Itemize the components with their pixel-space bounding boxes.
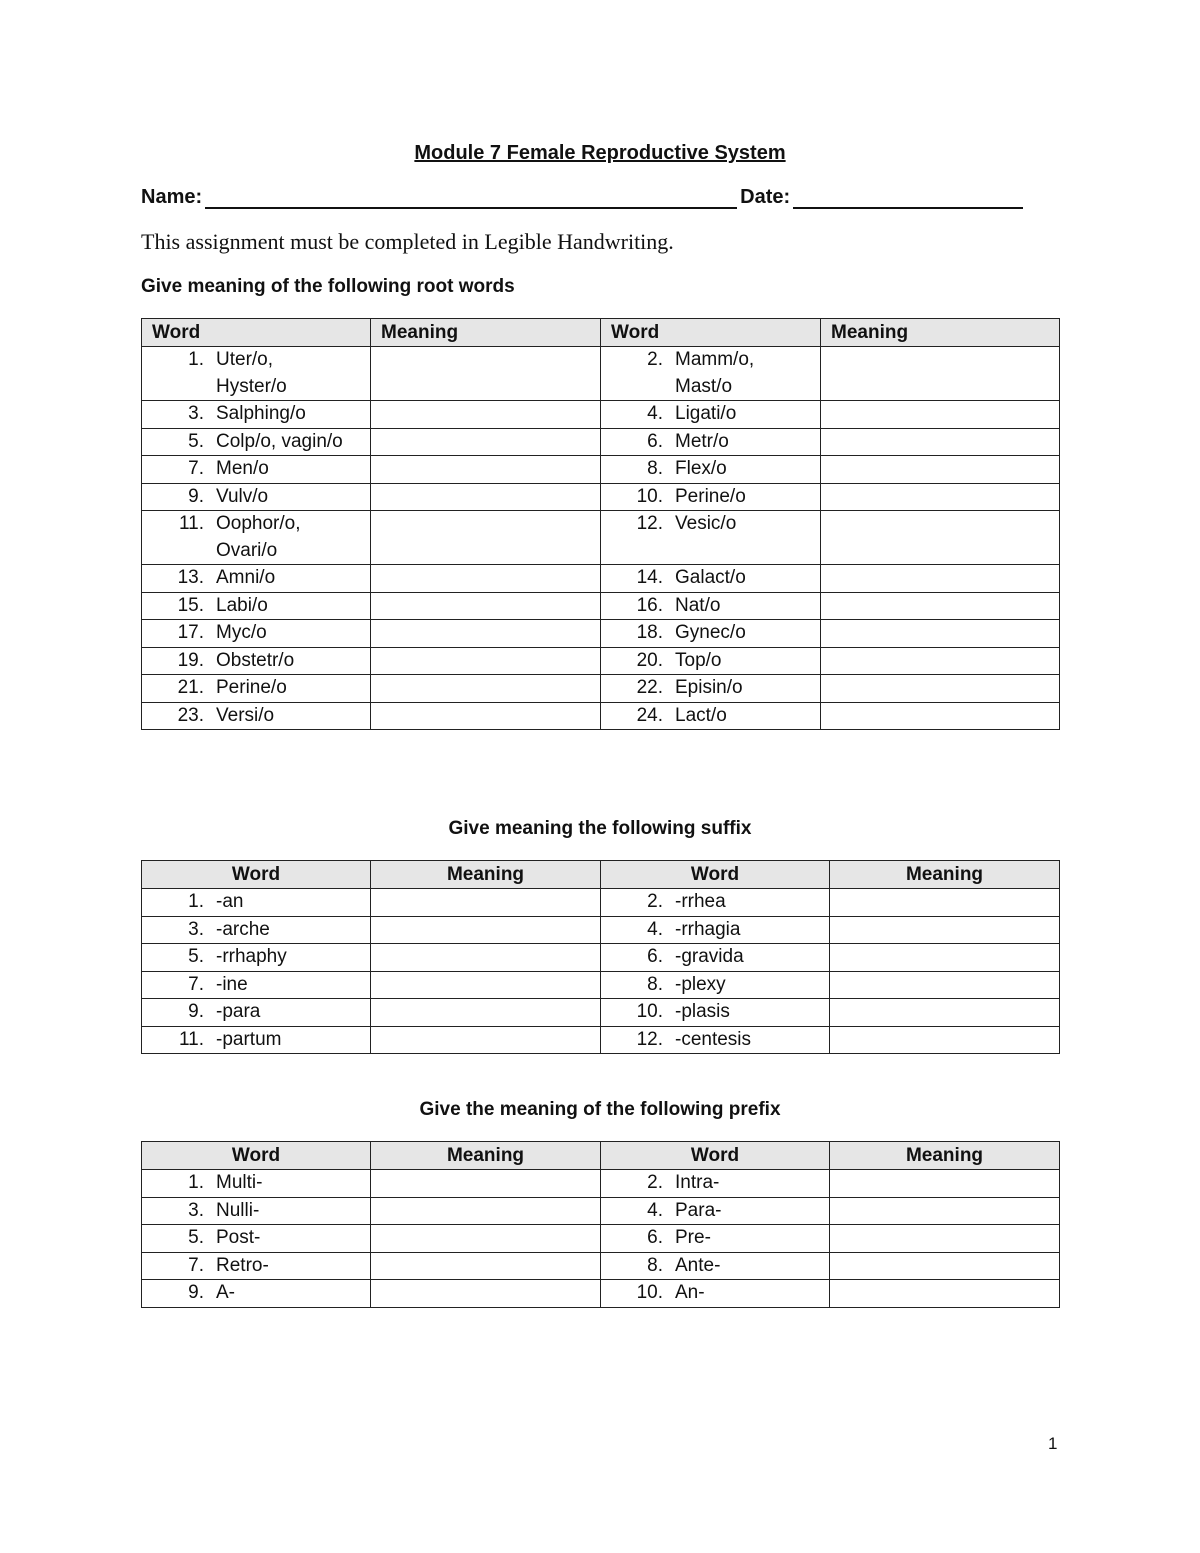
word-cell: [601, 592, 821, 620]
table-row: [142, 428, 1060, 456]
word-text: [216, 347, 287, 400]
table-row: [142, 401, 1060, 429]
item-number: 21.: [177, 677, 204, 698]
word-line: Lact/o: [675, 704, 727, 726]
meaning-cell[interactable]: [830, 889, 1060, 917]
name-blank: [205, 189, 737, 209]
word-line: Ovari/o: [216, 539, 278, 561]
item-number: 10.: [636, 1001, 663, 1022]
word-cell: [601, 1026, 830, 1054]
word-text: [675, 999, 730, 1026]
word-text: [216, 703, 274, 730]
roots-table: [141, 318, 1060, 730]
item-number: 11.: [178, 513, 204, 534]
word-cell: [601, 401, 821, 429]
word-cell: [601, 1225, 830, 1253]
table-row: [142, 675, 1060, 703]
word-line: Perine/o: [675, 485, 746, 507]
meaning-cell[interactable]: [371, 347, 601, 401]
word-line: Top/o: [675, 649, 722, 671]
table-header-row: [142, 1142, 1060, 1170]
word-text: [216, 999, 260, 1026]
prefix-heading: Give the meaning of the following prefix: [419, 1099, 781, 1120]
item-number: 4.: [647, 1199, 663, 1221]
prefix-table: [141, 1141, 1060, 1308]
word-cell: [601, 456, 821, 484]
word-line: Colp/o, vagin/o: [216, 430, 343, 452]
item-number: 9.: [188, 485, 204, 507]
meaning-cell[interactable]: [821, 620, 1060, 648]
word-cell: [142, 1280, 371, 1308]
item-number: 19.: [177, 649, 204, 671]
item-number: 7.: [188, 973, 204, 995]
roots-heading: Give meaning of the following root words: [141, 276, 515, 297]
meaning-cell[interactable]: [821, 456, 1060, 484]
table-row: [142, 620, 1060, 648]
word-cell: [142, 620, 371, 648]
word-text: [216, 889, 243, 916]
word-line: -ine: [216, 973, 248, 995]
meaning-cell[interactable]: [371, 1280, 601, 1308]
word-cell: [601, 647, 821, 675]
item-number: 12.: [636, 513, 663, 534]
word-cell: [601, 971, 830, 999]
item-number: 23.: [177, 704, 204, 726]
meaning-cell[interactable]: [371, 511, 601, 565]
item-number: 6.: [647, 946, 663, 967]
word-text: [216, 401, 306, 428]
word-line: Intra-: [675, 1172, 720, 1193]
item-number: 1.: [188, 349, 204, 370]
table-row: [142, 999, 1060, 1027]
word-cell: [601, 702, 821, 730]
column-header: Word: [142, 319, 371, 347]
meaning-cell[interactable]: [371, 944, 601, 972]
item-number: 9.: [188, 1282, 204, 1303]
word-line: An-: [675, 1282, 705, 1303]
item-number: 3.: [188, 403, 204, 424]
meaning-cell[interactable]: [830, 916, 1060, 944]
word-cell: [601, 675, 821, 703]
meaning-cell[interactable]: [821, 428, 1060, 456]
date-label: Date:: [740, 186, 791, 208]
word-cell: [601, 347, 821, 401]
column-header: Meaning: [821, 319, 1060, 347]
meaning-cell[interactable]: [371, 1252, 601, 1280]
word-line: Post-: [216, 1227, 261, 1248]
word-cell: [142, 1170, 371, 1198]
item-number: 5.: [188, 946, 204, 967]
word-text: [675, 1027, 751, 1054]
table-row: [142, 565, 1060, 593]
word-text: [675, 648, 721, 675]
table-header-row: [142, 319, 1060, 347]
meaning-cell[interactable]: [830, 971, 1060, 999]
meaning-cell[interactable]: [821, 592, 1060, 620]
meaning-cell[interactable]: [821, 675, 1060, 703]
word-cell: [142, 999, 371, 1027]
meaning-cell[interactable]: [821, 702, 1060, 730]
word-line: Pre-: [675, 1227, 711, 1248]
item-number: 5.: [188, 1227, 204, 1248]
name-label: Name:: [141, 186, 203, 208]
table-row: [142, 456, 1060, 484]
word-cell: [142, 916, 371, 944]
word-cell: [142, 971, 371, 999]
word-line: Salphing/o: [216, 403, 306, 424]
table-row: [142, 1280, 1060, 1308]
word-cell: [601, 483, 821, 511]
meaning-cell[interactable]: [371, 565, 601, 593]
word-text: [675, 703, 727, 730]
word-line: Ligati/o: [675, 403, 737, 424]
column-header: Word: [601, 1142, 830, 1170]
word-text: [675, 347, 754, 400]
table-header-row: [142, 861, 1060, 889]
word-cell: [601, 889, 830, 917]
word-cell: [142, 1225, 371, 1253]
word-line: Flex/o: [675, 458, 727, 479]
word-text: [216, 1225, 260, 1252]
table-row: [142, 483, 1060, 511]
word-cell: [142, 889, 371, 917]
word-text: [675, 1198, 721, 1225]
word-text: [216, 917, 270, 944]
meaning-cell[interactable]: [821, 647, 1060, 675]
word-text: [216, 484, 268, 511]
word-line: -plexy: [675, 973, 726, 995]
meaning-cell[interactable]: [371, 401, 601, 429]
word-line: Amni/o: [216, 567, 276, 588]
word-line: Nulli-: [216, 1199, 260, 1221]
word-text: [675, 429, 729, 456]
item-number: 1.: [188, 891, 204, 912]
item-number: 14.: [636, 567, 663, 588]
word-text: [216, 429, 343, 456]
word-line: Ante-: [675, 1254, 721, 1276]
item-number: 5.: [188, 430, 204, 452]
column-header: Word: [142, 1142, 371, 1170]
word-text: [216, 593, 268, 620]
word-line: -gravida: [675, 946, 744, 967]
word-cell: [601, 1280, 830, 1308]
word-line: Para-: [675, 1199, 722, 1221]
word-cell: [142, 347, 371, 401]
table-row: [142, 647, 1060, 675]
word-line: Retro-: [216, 1254, 269, 1276]
word-line: -rrhaphy: [216, 946, 287, 967]
item-number: 6.: [647, 430, 663, 452]
meaning-cell[interactable]: [371, 1225, 601, 1253]
word-cell: [142, 702, 371, 730]
word-line: Mamm/o,: [675, 349, 755, 370]
meaning-cell[interactable]: [371, 1170, 601, 1198]
word-cell: [142, 592, 371, 620]
meaning-cell[interactable]: [821, 565, 1060, 593]
item-number: 8.: [647, 458, 663, 479]
item-number: 4.: [647, 403, 663, 424]
item-number: 16.: [636, 594, 663, 616]
meaning-cell[interactable]: [371, 428, 601, 456]
table-row: [142, 702, 1060, 730]
meaning-cell[interactable]: [371, 971, 601, 999]
meaning-cell[interactable]: [371, 647, 601, 675]
word-cell: [601, 1170, 830, 1198]
date-blank: [793, 189, 1023, 209]
word-line: Episin/o: [675, 677, 743, 698]
table-row: [142, 347, 1060, 401]
item-number: 12.: [636, 1028, 663, 1050]
item-number: 13.: [177, 567, 204, 588]
meaning-cell[interactable]: [371, 702, 601, 730]
word-cell: [142, 1197, 371, 1225]
page-number: 1: [1048, 1434, 1058, 1453]
word-text: [675, 889, 726, 916]
word-line: -partum: [216, 1028, 282, 1050]
word-line: Vulv/o: [216, 485, 269, 507]
meaning-cell[interactable]: [830, 1197, 1060, 1225]
meaning-cell[interactable]: [371, 1026, 601, 1054]
meaning-cell[interactable]: [821, 347, 1060, 401]
suffix-heading: Give meaning the following suffix: [448, 818, 752, 839]
word-line: Men/o: [216, 458, 269, 479]
table-row: [142, 592, 1060, 620]
word-line: Metr/o: [675, 430, 729, 452]
column-header: Meaning: [371, 319, 601, 347]
word-cell: [142, 1252, 371, 1280]
item-number: 3.: [188, 1199, 204, 1221]
word-text: [216, 565, 275, 592]
item-number: 3.: [188, 918, 204, 940]
word-cell: [142, 675, 371, 703]
meaning-cell[interactable]: [371, 1197, 601, 1225]
word-cell: [601, 511, 821, 565]
item-number: 11.: [178, 1028, 204, 1050]
word-cell: [601, 565, 821, 593]
table-row: [142, 916, 1060, 944]
word-line: Galact/o: [675, 567, 746, 588]
column-header: Word: [601, 861, 830, 889]
word-cell: [142, 1026, 371, 1054]
word-text: [675, 1280, 705, 1307]
word-line: -rrhagia: [675, 918, 741, 940]
item-number: 7.: [188, 458, 204, 479]
word-line: -rrhea: [675, 891, 726, 912]
page-title: Module 7 Female Reproductive System: [414, 142, 786, 164]
word-text: [216, 456, 269, 483]
column-header: Meaning: [371, 1142, 601, 1170]
word-cell: [601, 944, 830, 972]
meaning-cell[interactable]: [371, 889, 601, 917]
word-cell: [601, 620, 821, 648]
word-cell: [601, 999, 830, 1027]
item-number: 2.: [647, 1172, 663, 1193]
word-text: [216, 675, 287, 702]
word-line: Multi-: [216, 1172, 263, 1193]
word-cell: [142, 483, 371, 511]
word-line: Versi/o: [216, 704, 275, 726]
name-date-line: [141, 186, 1041, 209]
table-row: [142, 1197, 1060, 1225]
word-text: [216, 1198, 259, 1225]
word-text: [216, 972, 248, 999]
word-line: -para: [216, 1001, 261, 1022]
item-number: 10.: [636, 1282, 663, 1303]
word-line: A-: [216, 1282, 235, 1303]
word-line: Nat/o: [675, 594, 721, 616]
meaning-cell[interactable]: [371, 675, 601, 703]
word-cell: [142, 647, 371, 675]
item-number: 2.: [647, 349, 663, 370]
meaning-cell[interactable]: [371, 456, 601, 484]
word-line: Obstetr/o: [216, 649, 295, 671]
word-text: [216, 648, 294, 675]
word-cell: [601, 1252, 830, 1280]
word-text: [216, 944, 287, 971]
word-text: [675, 1170, 719, 1197]
word-text: [216, 1280, 235, 1307]
item-number: 8.: [647, 973, 663, 995]
item-number: 7.: [188, 1254, 204, 1276]
word-text: [675, 456, 727, 483]
word-line: -an: [216, 891, 244, 912]
meaning-cell[interactable]: [830, 1170, 1060, 1198]
item-number: 8.: [647, 1254, 663, 1276]
word-cell: [601, 1197, 830, 1225]
column-header: Meaning: [830, 861, 1060, 889]
item-number: 17.: [177, 622, 204, 643]
word-text: [216, 1027, 281, 1054]
word-cell: [142, 511, 371, 565]
word-cell: [601, 916, 830, 944]
word-cell: [142, 944, 371, 972]
word-text: [675, 620, 746, 647]
table-row: [142, 1026, 1060, 1054]
table-row: [142, 971, 1060, 999]
handwriting-notice: This assignment must be completed in Legible Handwriting.: [141, 229, 674, 254]
column-header: Meaning: [830, 1142, 1060, 1170]
table-row: [142, 511, 1060, 565]
word-line: Labi/o: [216, 594, 268, 616]
word-cell: [142, 428, 371, 456]
word-text: [675, 401, 736, 428]
meaning-cell[interactable]: [830, 1026, 1060, 1054]
item-number: 2.: [647, 891, 663, 912]
meaning-cell[interactable]: [371, 916, 601, 944]
word-text: [675, 511, 736, 538]
word-line: Perine/o: [216, 677, 287, 698]
word-text: [675, 1253, 720, 1280]
table-row: [142, 944, 1060, 972]
word-line: Oophor/o,: [216, 513, 301, 534]
word-text: [675, 484, 746, 511]
column-header: Meaning: [371, 861, 601, 889]
word-text: [216, 511, 301, 564]
meaning-cell[interactable]: [830, 1280, 1060, 1308]
word-text: [675, 944, 744, 971]
item-number: 1.: [188, 1172, 204, 1193]
meaning-cell[interactable]: [830, 944, 1060, 972]
meaning-cell[interactable]: [371, 483, 601, 511]
word-text: [675, 565, 746, 592]
word-text: [216, 1170, 262, 1197]
word-line: -centesis: [675, 1028, 752, 1050]
word-text: [216, 620, 267, 647]
word-text: [675, 1225, 711, 1252]
word-line: -arche: [216, 918, 270, 940]
column-header: Word: [601, 319, 821, 347]
word-line: Gynec/o: [675, 622, 746, 643]
word-line: -plasis: [675, 1001, 730, 1022]
word-line: Mast/o: [675, 375, 733, 397]
item-number: 6.: [647, 1227, 663, 1248]
meaning-cell[interactable]: [371, 592, 601, 620]
word-line: Vesic/o: [675, 513, 737, 534]
meaning-cell[interactable]: [371, 620, 601, 648]
item-number: 24.: [636, 704, 663, 726]
suffix-table: [141, 860, 1060, 1054]
meaning-cell[interactable]: [821, 483, 1060, 511]
item-number: 15.: [177, 594, 204, 616]
item-number: 22.: [636, 677, 663, 698]
word-cell: [142, 456, 371, 484]
word-cell: [142, 565, 371, 593]
item-number: 10.: [636, 485, 663, 507]
item-number: 20.: [636, 649, 663, 671]
word-text: [675, 675, 743, 702]
word-line: Myc/o: [216, 622, 267, 643]
word-text: [675, 972, 726, 999]
word-text: [675, 593, 720, 620]
item-number: 9.: [188, 1001, 204, 1022]
item-number: 4.: [647, 918, 663, 940]
meaning-cell[interactable]: [830, 1252, 1060, 1280]
word-cell: [601, 428, 821, 456]
item-number: 18.: [636, 622, 663, 643]
word-text: [216, 1253, 269, 1280]
table-row: [142, 1170, 1060, 1198]
meaning-cell[interactable]: [371, 999, 601, 1027]
meaning-cell[interactable]: [821, 511, 1060, 565]
meaning-cell[interactable]: [830, 1225, 1060, 1253]
table-row: [142, 1225, 1060, 1253]
meaning-cell[interactable]: [830, 999, 1060, 1027]
table-row: [142, 1252, 1060, 1280]
word-line: Uter/o,: [216, 349, 274, 370]
word-text: [675, 917, 740, 944]
table-row: [142, 889, 1060, 917]
word-line: Hyster/o: [216, 375, 287, 397]
column-header: Word: [142, 861, 371, 889]
word-cell: [142, 401, 371, 429]
meaning-cell[interactable]: [821, 401, 1060, 429]
